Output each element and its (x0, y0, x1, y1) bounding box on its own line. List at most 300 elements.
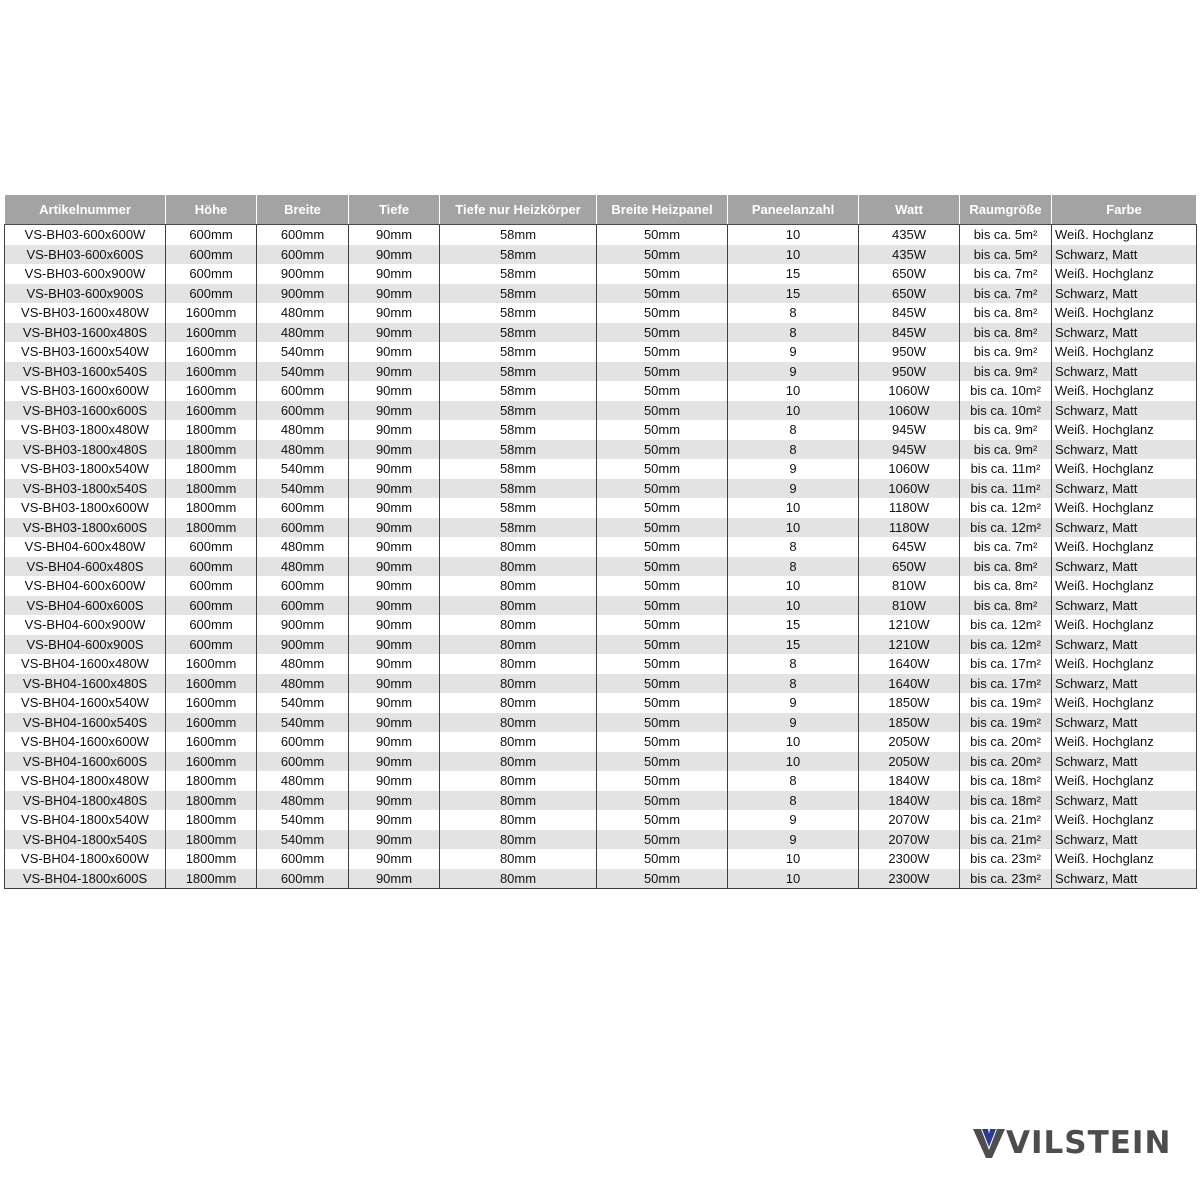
cell-farbe: Schwarz, Matt (1052, 362, 1197, 382)
cell-raumgroesse: bis ca. 19m² (960, 713, 1052, 733)
cell-raumgroesse: bis ca. 18m² (960, 771, 1052, 791)
cell-breite-heizpanel: 50mm (597, 771, 728, 791)
cell-tiefe-nur-heizkoerper: 58mm (440, 381, 597, 401)
cell-farbe: Weiß. Hochglanz (1052, 615, 1197, 635)
cell-raumgroesse: bis ca. 21m² (960, 830, 1052, 850)
cell-tiefe: 90mm (349, 615, 440, 635)
cell-tiefe: 90mm (349, 518, 440, 538)
cell-breite: 600mm (257, 518, 349, 538)
cell-tiefe: 90mm (349, 323, 440, 343)
cell-breite: 480mm (257, 420, 349, 440)
cell-watt: 2300W (859, 849, 960, 869)
cell-breite-heizpanel: 50mm (597, 674, 728, 694)
header-artikelnummer: Artikelnummer (5, 195, 166, 225)
cell-paneelanzahl: 8 (728, 323, 859, 343)
cell-breite-heizpanel: 50mm (597, 401, 728, 421)
cell-artikelnummer: VS-BH03-1800x540S (5, 479, 166, 499)
header-hoehe: Höhe (166, 195, 257, 225)
cell-paneelanzahl: 10 (728, 225, 859, 245)
cell-tiefe: 90mm (349, 284, 440, 304)
cell-watt: 645W (859, 537, 960, 557)
cell-tiefe-nur-heizkoerper: 58mm (440, 420, 597, 440)
cell-raumgroesse: bis ca. 23m² (960, 869, 1052, 889)
cell-raumgroesse: bis ca. 23m² (960, 849, 1052, 869)
cell-tiefe: 90mm (349, 420, 440, 440)
cell-tiefe-nur-heizkoerper: 80mm (440, 654, 597, 674)
cell-raumgroesse: bis ca. 11m² (960, 479, 1052, 499)
cell-tiefe: 90mm (349, 596, 440, 616)
header-breite-heizpanel: Breite Heizpanel (597, 195, 728, 225)
cell-paneelanzahl: 10 (728, 381, 859, 401)
cell-farbe: Schwarz, Matt (1052, 791, 1197, 811)
cell-tiefe-nur-heizkoerper: 80mm (440, 771, 597, 791)
table-row (5, 576, 1197, 596)
header-farbe: Farbe (1052, 195, 1197, 225)
table-row (5, 498, 1197, 518)
cell-tiefe-nur-heizkoerper: 80mm (440, 830, 597, 850)
cell-artikelnummer: VS-BH03-1800x480W (5, 420, 166, 440)
cell-farbe: Weiß. Hochglanz (1052, 537, 1197, 557)
cell-farbe: Weiß. Hochglanz (1052, 420, 1197, 440)
cell-farbe: Weiß. Hochglanz (1052, 771, 1197, 791)
cell-paneelanzahl: 9 (728, 342, 859, 362)
cell-watt: 845W (859, 323, 960, 343)
cell-raumgroesse: bis ca. 9m² (960, 420, 1052, 440)
cell-artikelnummer: VS-BH03-600x600W (5, 225, 166, 245)
cell-hoehe: 600mm (166, 225, 257, 245)
cell-paneelanzahl: 10 (728, 498, 859, 518)
cell-tiefe-nur-heizkoerper: 58mm (440, 342, 597, 362)
cell-paneelanzahl: 8 (728, 557, 859, 577)
cell-hoehe: 600mm (166, 635, 257, 655)
cell-watt: 1060W (859, 459, 960, 479)
cell-watt: 1210W (859, 635, 960, 655)
cell-farbe: Schwarz, Matt (1052, 401, 1197, 421)
cell-paneelanzahl: 8 (728, 654, 859, 674)
cell-watt: 1850W (859, 713, 960, 733)
cell-watt: 950W (859, 342, 960, 362)
cell-artikelnummer: VS-BH04-1600x480W (5, 654, 166, 674)
cell-watt: 950W (859, 362, 960, 382)
cell-artikelnummer: VS-BH03-1800x540W (5, 459, 166, 479)
cell-breite: 540mm (257, 693, 349, 713)
cell-artikelnummer: VS-BH04-1800x600S (5, 869, 166, 889)
cell-tiefe-nur-heizkoerper: 80mm (440, 713, 597, 733)
cell-raumgroesse: bis ca. 20m² (960, 752, 1052, 772)
cell-hoehe: 600mm (166, 596, 257, 616)
cell-breite: 480mm (257, 654, 349, 674)
cell-watt: 1180W (859, 498, 960, 518)
cell-tiefe-nur-heizkoerper: 58mm (440, 245, 597, 265)
cell-hoehe: 1600mm (166, 752, 257, 772)
cell-tiefe: 90mm (349, 849, 440, 869)
cell-paneelanzahl: 9 (728, 362, 859, 382)
cell-breite-heizpanel: 50mm (597, 752, 728, 772)
cell-paneelanzahl: 10 (728, 576, 859, 596)
cell-raumgroesse: bis ca. 5m² (960, 245, 1052, 265)
cell-artikelnummer: VS-BH04-1600x600W (5, 732, 166, 752)
cell-breite: 600mm (257, 869, 349, 889)
cell-paneelanzahl: 9 (728, 479, 859, 499)
cell-artikelnummer: VS-BH04-1600x600S (5, 752, 166, 772)
cell-paneelanzahl: 10 (728, 869, 859, 889)
cell-watt: 1640W (859, 654, 960, 674)
cell-paneelanzahl: 10 (728, 732, 859, 752)
cell-tiefe-nur-heizkoerper: 80mm (440, 693, 597, 713)
cell-hoehe: 1800mm (166, 810, 257, 830)
cell-artikelnummer: VS-BH04-1800x540S (5, 830, 166, 850)
cell-tiefe-nur-heizkoerper: 58mm (440, 518, 597, 538)
cell-tiefe-nur-heizkoerper: 80mm (440, 810, 597, 830)
cell-tiefe: 90mm (349, 830, 440, 850)
cell-tiefe-nur-heizkoerper: 80mm (440, 674, 597, 694)
cell-hoehe: 1800mm (166, 498, 257, 518)
cell-tiefe: 90mm (349, 245, 440, 265)
cell-tiefe: 90mm (349, 440, 440, 460)
cell-paneelanzahl: 15 (728, 615, 859, 635)
cell-tiefe: 90mm (349, 498, 440, 518)
cell-raumgroesse: bis ca. 10m² (960, 381, 1052, 401)
cell-tiefe: 90mm (349, 635, 440, 655)
cell-tiefe-nur-heizkoerper: 80mm (440, 752, 597, 772)
cell-artikelnummer: VS-BH04-1600x480S (5, 674, 166, 694)
cell-paneelanzahl: 10 (728, 596, 859, 616)
table-row (5, 752, 1197, 772)
header-watt: Watt (859, 195, 960, 225)
cell-hoehe: 600mm (166, 537, 257, 557)
cell-watt: 945W (859, 440, 960, 460)
cell-tiefe-nur-heizkoerper: 58mm (440, 459, 597, 479)
cell-breite-heizpanel: 50mm (597, 791, 728, 811)
cell-breite-heizpanel: 50mm (597, 420, 728, 440)
cell-paneelanzahl: 8 (728, 537, 859, 557)
cell-farbe: Schwarz, Matt (1052, 557, 1197, 577)
cell-breite: 600mm (257, 381, 349, 401)
cell-breite: 600mm (257, 498, 349, 518)
table-row (5, 381, 1197, 401)
table-body (5, 225, 1197, 889)
cell-raumgroesse: bis ca. 17m² (960, 674, 1052, 694)
cell-farbe: Weiß. Hochglanz (1052, 576, 1197, 596)
cell-tiefe-nur-heizkoerper: 58mm (440, 264, 597, 284)
cell-paneelanzahl: 8 (728, 771, 859, 791)
cell-tiefe-nur-heizkoerper: 58mm (440, 303, 597, 323)
cell-farbe: Schwarz, Matt (1052, 245, 1197, 265)
cell-watt: 435W (859, 225, 960, 245)
cell-hoehe: 600mm (166, 264, 257, 284)
table-row (5, 479, 1197, 499)
cell-artikelnummer: VS-BH04-600x480S (5, 557, 166, 577)
cell-watt: 810W (859, 596, 960, 616)
cell-farbe: Schwarz, Matt (1052, 323, 1197, 343)
cell-artikelnummer: VS-BH03-1600x480S (5, 323, 166, 343)
cell-breite-heizpanel: 50mm (597, 635, 728, 655)
table-row (5, 596, 1197, 616)
cell-tiefe: 90mm (349, 693, 440, 713)
header-breite: Breite (257, 195, 349, 225)
cell-farbe: Schwarz, Matt (1052, 518, 1197, 538)
cell-watt: 435W (859, 245, 960, 265)
cell-breite-heizpanel: 50mm (597, 537, 728, 557)
header-tiefe-nur-heizkoerper: Tiefe nur Heizkörper (440, 195, 597, 225)
cell-breite-heizpanel: 50mm (597, 479, 728, 499)
cell-raumgroesse: bis ca. 9m² (960, 440, 1052, 460)
cell-paneelanzahl: 10 (728, 752, 859, 772)
cell-breite-heizpanel: 50mm (597, 225, 728, 245)
cell-paneelanzahl: 8 (728, 791, 859, 811)
cell-paneelanzahl: 10 (728, 518, 859, 538)
cell-hoehe: 1800mm (166, 440, 257, 460)
cell-tiefe-nur-heizkoerper: 58mm (440, 225, 597, 245)
table-row (5, 401, 1197, 421)
cell-breite: 900mm (257, 615, 349, 635)
cell-breite: 480mm (257, 557, 349, 577)
cell-hoehe: 1800mm (166, 849, 257, 869)
cell-farbe: Schwarz, Matt (1052, 830, 1197, 850)
table-row (5, 264, 1197, 284)
cell-breite-heizpanel: 50mm (597, 557, 728, 577)
cell-tiefe: 90mm (349, 771, 440, 791)
cell-breite: 600mm (257, 752, 349, 772)
cell-paneelanzahl: 10 (728, 245, 859, 265)
cell-farbe: Weiß. Hochglanz (1052, 498, 1197, 518)
cell-raumgroesse: bis ca. 12m² (960, 518, 1052, 538)
cell-artikelnummer: VS-BH04-600x900W (5, 615, 166, 635)
cell-artikelnummer: VS-BH04-600x600S (5, 596, 166, 616)
cell-raumgroesse: bis ca. 10m² (960, 401, 1052, 421)
cell-tiefe: 90mm (349, 810, 440, 830)
cell-tiefe: 90mm (349, 537, 440, 557)
cell-hoehe: 600mm (166, 245, 257, 265)
cell-hoehe: 1800mm (166, 791, 257, 811)
table-row (5, 557, 1197, 577)
cell-breite: 600mm (257, 732, 349, 752)
header-tiefe: Tiefe (349, 195, 440, 225)
cell-farbe: Weiß. Hochglanz (1052, 264, 1197, 284)
cell-tiefe-nur-heizkoerper: 58mm (440, 362, 597, 382)
table-row (5, 225, 1197, 245)
cell-breite: 540mm (257, 362, 349, 382)
cell-breite: 600mm (257, 401, 349, 421)
cell-tiefe: 90mm (349, 401, 440, 421)
brand-logo (972, 1121, 1171, 1165)
cell-raumgroesse: bis ca. 9m² (960, 362, 1052, 382)
cell-breite-heizpanel: 50mm (597, 264, 728, 284)
cell-tiefe-nur-heizkoerper: 80mm (440, 596, 597, 616)
cell-hoehe: 1800mm (166, 420, 257, 440)
cell-raumgroesse: bis ca. 7m² (960, 537, 1052, 557)
cell-tiefe-nur-heizkoerper: 58mm (440, 498, 597, 518)
cell-tiefe: 90mm (349, 264, 440, 284)
cell-breite: 600mm (257, 849, 349, 869)
table-row (5, 693, 1197, 713)
cell-tiefe: 90mm (349, 869, 440, 889)
table-row (5, 615, 1197, 635)
cell-farbe: Weiß. Hochglanz (1052, 654, 1197, 674)
cell-tiefe-nur-heizkoerper: 58mm (440, 401, 597, 421)
cell-artikelnummer: VS-BH04-600x480W (5, 537, 166, 557)
cell-artikelnummer: VS-BH03-1800x600W (5, 498, 166, 518)
cell-raumgroesse: bis ca. 7m² (960, 264, 1052, 284)
cell-farbe: Schwarz, Matt (1052, 674, 1197, 694)
cell-farbe: Weiß. Hochglanz (1052, 381, 1197, 401)
cell-farbe: Schwarz, Matt (1052, 635, 1197, 655)
cell-tiefe: 90mm (349, 303, 440, 323)
cell-breite-heizpanel: 50mm (597, 576, 728, 596)
cell-tiefe: 90mm (349, 576, 440, 596)
cell-tiefe-nur-heizkoerper: 80mm (440, 791, 597, 811)
cell-artikelnummer: VS-BH04-1800x480S (5, 791, 166, 811)
cell-breite-heizpanel: 50mm (597, 869, 728, 889)
cell-breite-heizpanel: 50mm (597, 381, 728, 401)
cell-breite-heizpanel: 50mm (597, 849, 728, 869)
cell-hoehe: 1600mm (166, 674, 257, 694)
table-row (5, 303, 1197, 323)
cell-hoehe: 600mm (166, 615, 257, 635)
cell-tiefe-nur-heizkoerper: 80mm (440, 869, 597, 889)
cell-hoehe: 1600mm (166, 303, 257, 323)
cell-raumgroesse: bis ca. 12m² (960, 615, 1052, 635)
cell-paneelanzahl: 9 (728, 693, 859, 713)
cell-raumgroesse: bis ca. 17m² (960, 654, 1052, 674)
cell-hoehe: 1800mm (166, 771, 257, 791)
cell-breite: 540mm (257, 459, 349, 479)
cell-tiefe-nur-heizkoerper: 58mm (440, 440, 597, 460)
cell-breite: 480mm (257, 537, 349, 557)
cell-tiefe: 90mm (349, 459, 440, 479)
cell-raumgroesse: bis ca. 12m² (960, 635, 1052, 655)
cell-tiefe: 90mm (349, 557, 440, 577)
table-row (5, 537, 1197, 557)
cell-paneelanzahl: 9 (728, 713, 859, 733)
cell-tiefe: 90mm (349, 479, 440, 499)
cell-tiefe: 90mm (349, 362, 440, 382)
cell-raumgroesse: bis ca. 8m² (960, 557, 1052, 577)
cell-paneelanzahl: 8 (728, 420, 859, 440)
cell-watt: 1060W (859, 401, 960, 421)
cell-farbe: Schwarz, Matt (1052, 479, 1197, 499)
cell-tiefe: 90mm (349, 674, 440, 694)
cell-artikelnummer: VS-BH04-600x900S (5, 635, 166, 655)
cell-hoehe: 1600mm (166, 323, 257, 343)
cell-paneelanzahl: 15 (728, 635, 859, 655)
cell-tiefe: 90mm (349, 791, 440, 811)
table-row (5, 732, 1197, 752)
v-chevron-logo-icon (972, 1126, 1006, 1160)
cell-breite-heizpanel: 50mm (597, 654, 728, 674)
cell-breite-heizpanel: 50mm (597, 284, 728, 304)
table-row (5, 245, 1197, 265)
cell-hoehe: 1600mm (166, 401, 257, 421)
table-row (5, 323, 1197, 343)
cell-tiefe: 90mm (349, 381, 440, 401)
cell-tiefe-nur-heizkoerper: 80mm (440, 557, 597, 577)
cell-breite: 600mm (257, 245, 349, 265)
cell-raumgroesse: bis ca. 8m² (960, 596, 1052, 616)
cell-farbe: Weiß. Hochglanz (1052, 225, 1197, 245)
cell-breite-heizpanel: 50mm (597, 830, 728, 850)
cell-farbe: Weiß. Hochglanz (1052, 459, 1197, 479)
cell-farbe: Schwarz, Matt (1052, 713, 1197, 733)
cell-breite-heizpanel: 50mm (597, 732, 728, 752)
cell-watt: 945W (859, 420, 960, 440)
table-row (5, 830, 1197, 850)
cell-farbe: Schwarz, Matt (1052, 440, 1197, 460)
cell-tiefe: 90mm (349, 225, 440, 245)
table-row (5, 459, 1197, 479)
cell-watt: 2050W (859, 732, 960, 752)
cell-breite: 540mm (257, 479, 349, 499)
cell-farbe: Schwarz, Matt (1052, 869, 1197, 889)
header-raumgroesse: Raumgröße (960, 195, 1052, 225)
cell-breite: 480mm (257, 791, 349, 811)
table-row (5, 635, 1197, 655)
cell-watt: 810W (859, 576, 960, 596)
cell-watt: 1640W (859, 674, 960, 694)
cell-breite-heizpanel: 50mm (597, 713, 728, 733)
cell-breite-heizpanel: 50mm (597, 362, 728, 382)
table-row (5, 284, 1197, 304)
brand-name: VILSTEIN (1006, 1125, 1172, 1161)
cell-artikelnummer: VS-BH03-1800x600S (5, 518, 166, 538)
cell-tiefe: 90mm (349, 752, 440, 772)
cell-artikelnummer: VS-BH03-600x900W (5, 264, 166, 284)
cell-raumgroesse: bis ca. 20m² (960, 732, 1052, 752)
cell-watt: 1060W (859, 381, 960, 401)
cell-farbe: Schwarz, Matt (1052, 596, 1197, 616)
cell-artikelnummer: VS-BH03-1600x540W (5, 342, 166, 362)
cell-watt: 650W (859, 557, 960, 577)
cell-artikelnummer: VS-BH04-600x600W (5, 576, 166, 596)
cell-watt: 1210W (859, 615, 960, 635)
cell-tiefe-nur-heizkoerper: 80mm (440, 635, 597, 655)
cell-breite: 540mm (257, 342, 349, 362)
cell-tiefe-nur-heizkoerper: 80mm (440, 537, 597, 557)
cell-paneelanzahl: 15 (728, 264, 859, 284)
cell-paneelanzahl: 9 (728, 810, 859, 830)
cell-raumgroesse: bis ca. 11m² (960, 459, 1052, 479)
cell-hoehe: 1600mm (166, 732, 257, 752)
cell-hoehe: 1600mm (166, 381, 257, 401)
cell-raumgroesse: bis ca. 5m² (960, 225, 1052, 245)
cell-raumgroesse: bis ca. 18m² (960, 791, 1052, 811)
cell-hoehe: 1600mm (166, 362, 257, 382)
table-row (5, 810, 1197, 830)
table-row (5, 849, 1197, 869)
cell-tiefe-nur-heizkoerper: 58mm (440, 479, 597, 499)
cell-raumgroesse: bis ca. 12m² (960, 498, 1052, 518)
cell-raumgroesse: bis ca. 8m² (960, 576, 1052, 596)
cell-breite-heizpanel: 50mm (597, 518, 728, 538)
cell-artikelnummer: VS-BH03-600x900S (5, 284, 166, 304)
cell-artikelnummer: VS-BH04-1600x540S (5, 713, 166, 733)
cell-watt: 845W (859, 303, 960, 323)
cell-paneelanzahl: 9 (728, 459, 859, 479)
cell-breite: 600mm (257, 576, 349, 596)
cell-farbe: Schwarz, Matt (1052, 752, 1197, 772)
table-row (5, 654, 1197, 674)
table-row (5, 869, 1197, 889)
cell-breite: 540mm (257, 810, 349, 830)
cell-watt: 650W (859, 284, 960, 304)
header-row (5, 195, 1197, 225)
cell-breite: 480mm (257, 440, 349, 460)
cell-breite-heizpanel: 50mm (597, 342, 728, 362)
table-row (5, 362, 1197, 382)
cell-breite: 900mm (257, 284, 349, 304)
cell-raumgroesse: bis ca. 19m² (960, 693, 1052, 713)
cell-hoehe: 1600mm (166, 654, 257, 674)
